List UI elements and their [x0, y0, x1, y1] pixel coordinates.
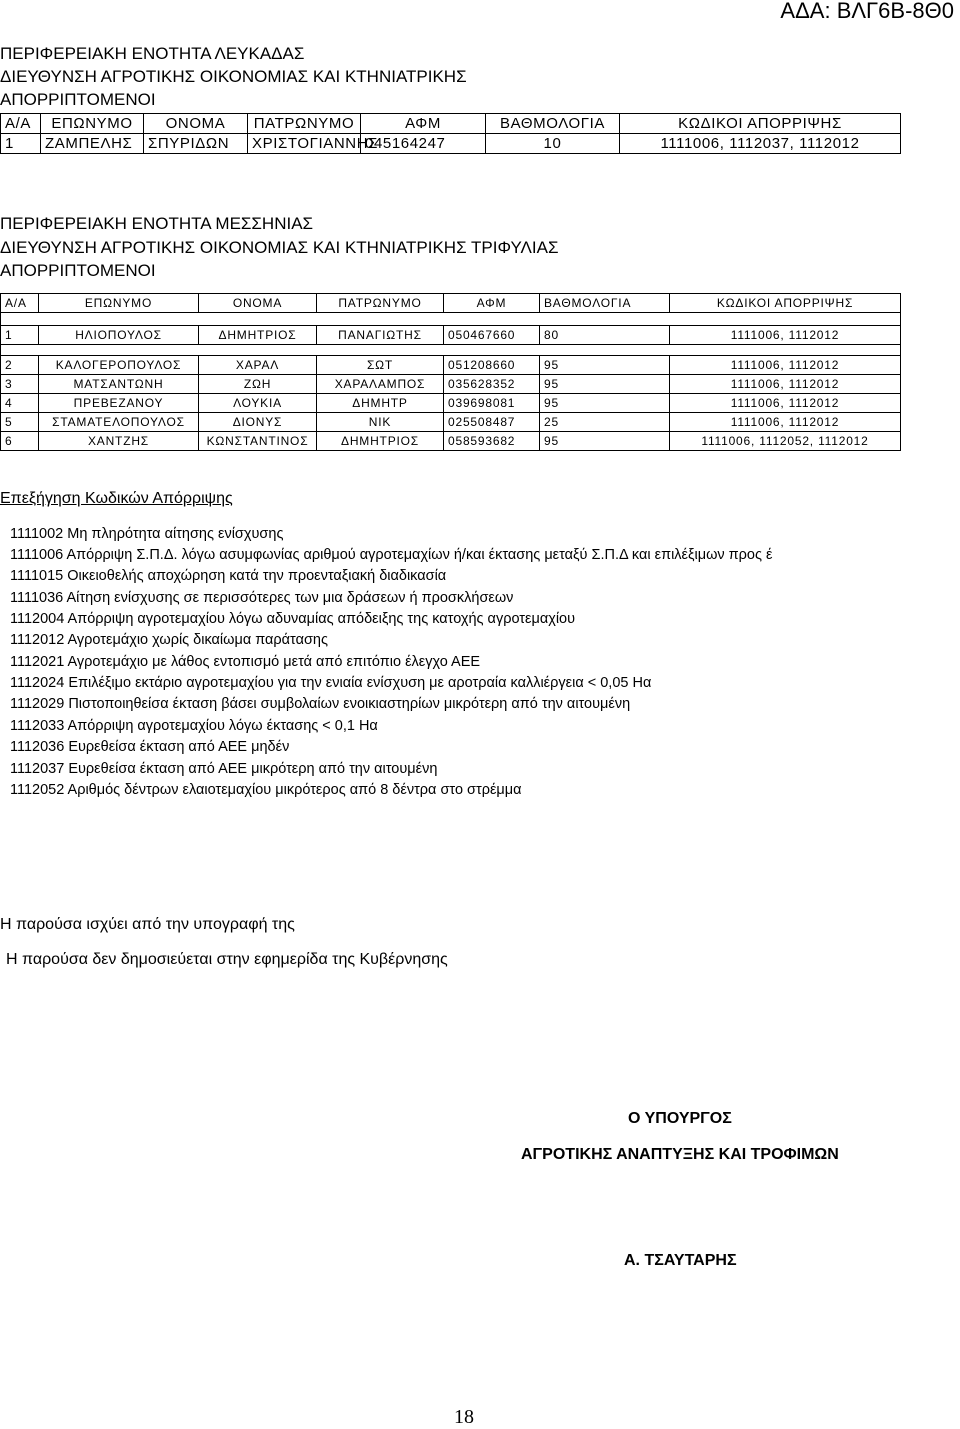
table-cell: 95 [540, 375, 670, 394]
table-cell: ΧΡΙΣΤΟΓΙΑΝΝΗΣ [248, 134, 361, 154]
table-cell: 025508487 [444, 413, 540, 432]
table-cell: ΣΩΤ [317, 356, 444, 375]
table-cell: ΔΗΜΗΤΡΙΟΣ [317, 432, 444, 451]
table-cell: ΔΙΟΝΥΣ [199, 413, 317, 432]
table-cell: 051208660 [444, 356, 540, 375]
section1-status: ΑΠΟΡΡΙΠΤΟΜΕΝΟΙ [0, 90, 156, 109]
col-header: ΕΠΩΝΥΜΟ [41, 114, 144, 134]
col-header: ΠΑΤΡΩΝΥΜΟ [248, 114, 361, 134]
table-cell: ΚΑΛΟΓΕΡΟΠΟΥΛΟΣ [39, 356, 199, 375]
col-header: ΒΑΘΜΟΛΟΓΙΑ [486, 114, 620, 134]
table-row [1, 432, 901, 451]
table-cell: 1 [1, 134, 41, 154]
table-cell: 3 [1, 375, 39, 394]
table-cell: 25 [540, 413, 670, 432]
code-line: 1111036 Αίτηση ενίσχυσης σε περισσότερες των μια δράσεων ή προσκλήσεων [10, 590, 514, 606]
table-cell: 1 [1, 326, 39, 345]
signature-title: Ο ΥΠΟΥΡΓΟΣ [628, 1110, 732, 1127]
table-cell: 039698081 [444, 394, 540, 413]
code-line: 1112021 Αγροτεμάχιο με λάθος εντοπισμό μετά από επιτόπιο έλεγχο ΑΕΕ [10, 654, 481, 670]
code-line: 1111002 Μη πληρότητα αίτησης ενίσχυσης [10, 526, 284, 542]
col-header: Α/Α [1, 114, 41, 134]
table-cell: 4 [1, 394, 39, 413]
table-cell: ΧΑΡΑΛΑΜΠΟΣ [317, 375, 444, 394]
table-cell: 6 [1, 432, 39, 451]
code-line: 1112052 Αριθμός δέντρων ελαιοτεμαχίου μικρότερος από 8 δέντρα στο στρέμμα [10, 782, 522, 798]
page-number: 18 [454, 1406, 474, 1428]
validity-statement: Η παρούσα ισχύει από την υπογραφή της [0, 916, 295, 933]
table-cell: 1111006, 1112037, 1112012 [620, 134, 901, 154]
table-cell: 1111006, 1112012 [670, 356, 901, 375]
table-cell: ΖΩΗ [199, 375, 317, 394]
code-line: 1111015 Οικειοθελής αποχώρηση κατά την προενταξιακή διαδικασία [10, 568, 447, 584]
code-line: 1112012 Αγροτεμάχιο χωρίς δικαίωμα παράτασης [10, 632, 328, 648]
table-cell: 058593682 [444, 432, 540, 451]
table-cell: ΖΑΜΠΕΛΗΣ [41, 134, 144, 154]
table-cell: ΗΛΙΟΠΟΥΛΟΣ [39, 326, 199, 345]
table-cell: ΠΑΝΑΓΙΩΤΗΣ [317, 326, 444, 345]
table-cell: 95 [540, 356, 670, 375]
table-row [1, 394, 901, 413]
table-cell: 95 [540, 394, 670, 413]
ada-code: ΑΔΑ: ΒΛΓ6Β-8Θ0 [780, 0, 954, 23]
section2-table [0, 293, 901, 451]
code-line: 1112029 Πιστοποιηθείσα έκταση βάσει συμβολαίων ενοικιαστηρίων μικρότερη από την αιτουμένη [10, 696, 631, 712]
col-header: Α/Α [1, 294, 39, 313]
table-cell: ΝΙΚ [317, 413, 444, 432]
table-row [1, 134, 901, 154]
table-cell: ΠΡΕΒΕΖΑΝΟΥ [39, 394, 199, 413]
col-header: ΚΩΔΙΚΟΙ ΑΠΟΡΡΙΨΗΣ [670, 294, 901, 313]
col-header: ΟΝΟΜΑ [199, 294, 317, 313]
table-cell: 1111006, 1112012 [670, 326, 901, 345]
table-cell: 2 [1, 356, 39, 375]
table-cell: 035628352 [444, 375, 540, 394]
table-cell: 95 [540, 432, 670, 451]
table-cell: ΣΤΑΜΑΤΕΛΟΠΟΥΛΟΣ [39, 413, 199, 432]
col-header: ΟΝΟΜΑ [144, 114, 248, 134]
table-header-row [1, 294, 901, 313]
section2-status: ΑΠΟΡΡΙΠΤΟΜΕΝΟΙ [0, 261, 156, 280]
signatory-name: Α. ΤΣΑΥΤΑΡΗΣ [624, 1252, 737, 1269]
table-cell: ΧΑΝΤΖΗΣ [39, 432, 199, 451]
table-cell: 1111006, 1112052, 1112012 [670, 432, 901, 451]
section1-region-title: ΠΕΡΙΦΕΡΕΙΑΚΗ ΕΝΟΤΗΤΑ ΛΕΥΚΑΔΑΣ [0, 44, 305, 63]
table-cell: 1111006, 1112012 [670, 375, 901, 394]
table-cell: 1111006, 1112012 [670, 413, 901, 432]
code-line: 1112004 Απόρριψη αγροτεμαχίου λόγω αδυναμίας απόδειξης της κατοχής αγροτεμαχίου [10, 611, 576, 627]
code-line: 1112036 Ευρεθείσα έκταση από ΑΕΕ μηδέν [10, 739, 290, 755]
table-cell: 10 [486, 134, 620, 154]
code-line: 1112024 Επιλέξιμο εκτάριο αγροτεμαχίου για την ενιαία ενίσχυση με αροτραία καλλιέργεια < 0,05 Ηα [10, 675, 652, 691]
table-header-row [1, 114, 901, 134]
section1-table [0, 113, 901, 154]
col-header: ΠΑΤΡΩΝΥΜΟ [317, 294, 444, 313]
code-line: 1112037 Ευρεθείσα έκταση από ΑΕΕ μικρότερη από την αιτουμένη [10, 761, 438, 777]
table-cell: 80 [540, 326, 670, 345]
table-cell: ΧΑΡΑΛ [199, 356, 317, 375]
table-row [1, 326, 901, 345]
col-header: ΕΠΩΝΥΜΟ [39, 294, 199, 313]
section2-region-title: ΠΕΡΙΦΕΡΕΙΑΚΗ ΕΝΟΤΗΤΑ ΜΕΣΣΗΝΙΑΣ [0, 214, 314, 233]
table-row [1, 356, 901, 375]
code-line: 1112033 Απόρριψη αγροτεμαχίου λόγω έκτασης < 0,1 Ηα [10, 718, 378, 734]
table-cell: 1111006, 1112012 [670, 394, 901, 413]
col-header: ΑΦΜ [361, 114, 486, 134]
table-cell: ΜΑΤΣΑΝΤΩΝΗ [39, 375, 199, 394]
table-row [1, 413, 901, 432]
table-cell: 045164247 [361, 134, 486, 154]
table-cell: ΚΩΝΣΤΑΝΤΙΝΟΣ [199, 432, 317, 451]
table-cell: 050467660 [444, 326, 540, 345]
table-cell: ΔΗΜΗΤΡ [317, 394, 444, 413]
table-cell: ΣΠΥΡΙΔΩΝ [144, 134, 248, 154]
table-cell: ΛΟΥΚΙΑ [199, 394, 317, 413]
col-header: ΑΦΜ [444, 294, 540, 313]
table-cell: ΔΗΜΗΤΡΙΟΣ [199, 326, 317, 345]
section2-directorate: ΔΙΕΥΘΥΝΣΗ ΑΓΡΟΤΙΚΗΣ ΟΙΚΟΝΟΜΙΑΣ ΚΑΙ ΚΤΗΝΙΑΤΡΙΚΗΣ ΤΡΙΦΥΛΙΑΣ [0, 238, 559, 257]
signature-ministry: ΑΓΡΟΤΙΚΗΣ ΑΝΑΠΤΥΞΗΣ ΚΑΙ ΤΡΟΦΙΜΩΝ [521, 1146, 839, 1163]
explanation-title: Επεξήγηση Κωδικών Απόρριψης [0, 490, 233, 507]
code-line: 1111006 Απόρριψη Σ.Π.Δ. λόγω ασυμφωνίας αριθμού αγροτεμαχίων ή/και έκτασης μεταξύ Σ.Π.Δ και επιλέξιμων προς έ [10, 547, 773, 563]
col-header: ΒΑΘΜΟΛΟΓΙΑ [540, 294, 670, 313]
table-cell: 5 [1, 413, 39, 432]
table-row [1, 375, 901, 394]
col-header: ΚΩΔΙΚΟΙ ΑΠΟΡΡΙΨΗΣ [620, 114, 901, 134]
section1-directorate: ΔΙΕΥΘΥΝΣΗ ΑΓΡΟΤΙΚΗΣ ΟΙΚΟΝΟΜΙΑΣ ΚΑΙ ΚΤΗΝΙΑΤΡΙΚΗΣ [0, 67, 467, 86]
publication-statement: Η παρούσα δεν δημοσιεύεται στην εφημερίδα της Κυβέρνησης [6, 951, 448, 968]
